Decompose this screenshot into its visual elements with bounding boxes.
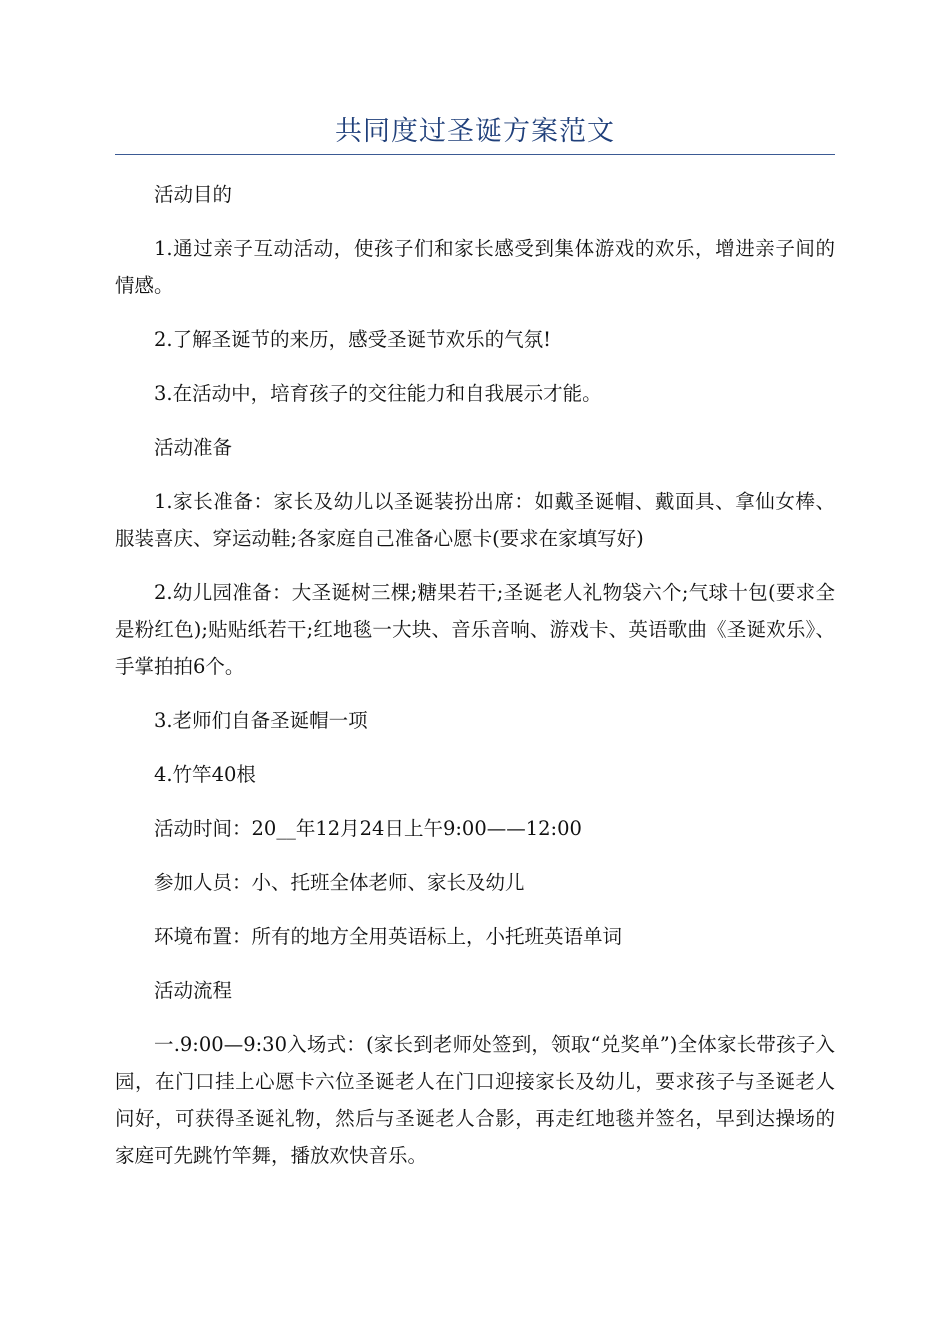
document-title: 共同度过圣诞方案范文 xyxy=(335,116,615,147)
section-heading-preparation: 活动准备 xyxy=(154,436,233,459)
paragraph: 一.9:00—9:30入场式：(家长到老师处签到，领取“兑奖单”)全体家长带孩子入园，在门口挂上心愿卡六位圣诞老人在门口迎接家长及幼儿，要求孩子与圣诞老人问好，可获得圣诞礼物，然后与圣诞老人合影，再走红地毯并签名，早到达操场的家庭可先跳竹竿舞，播放欢快音乐。 xyxy=(115,1033,835,1167)
paragraph: 2.幼儿园准备：大圣诞树三棵;糖果若干;圣诞老人礼物袋六个;气球十包(要求全是粉红色);贴贴纸若干;红地毯一大块、音乐音响、游戏卡、英语歌曲《圣诞欢乐》、手掌拍拍6个。 xyxy=(115,581,835,678)
paragraph: 3.老师们自备圣诞帽一项 xyxy=(154,709,368,732)
title-underline xyxy=(115,154,835,155)
paragraph-time: 活动时间：20__年12月24日上午9:00——12:00 xyxy=(154,817,582,840)
section-heading-process: 活动流程 xyxy=(154,979,233,1002)
paragraph: 3.在活动中，培育孩子的交往能力和自我展示才能。 xyxy=(154,382,602,405)
paragraph: 1.通过亲子互动活动，使孩子们和家长感受到集体游戏的欢乐，增进亲子间的情感。 xyxy=(115,237,835,297)
paragraph-environment: 环境布置：所有的地方全用英语标上，小托班英语单词 xyxy=(154,925,623,948)
document-body xyxy=(115,176,835,1191)
paragraph: 2.了解圣诞节的来历，感受圣诞节欢乐的气氛! xyxy=(154,328,551,351)
section-heading-purpose: 活动目的 xyxy=(154,183,233,206)
paragraph-participants: 参加人员：小、托班全体老师、家长及幼儿 xyxy=(154,871,525,894)
paragraph: 1.家长准备：家长及幼儿以圣诞装扮出席：如戴圣诞帽、戴面具、拿仙女棒、服装喜庆、穿运动鞋;各家庭自己准备心愿卡(要求在家填写好) xyxy=(115,490,835,550)
paragraph: 4.竹竿40根 xyxy=(154,763,256,786)
